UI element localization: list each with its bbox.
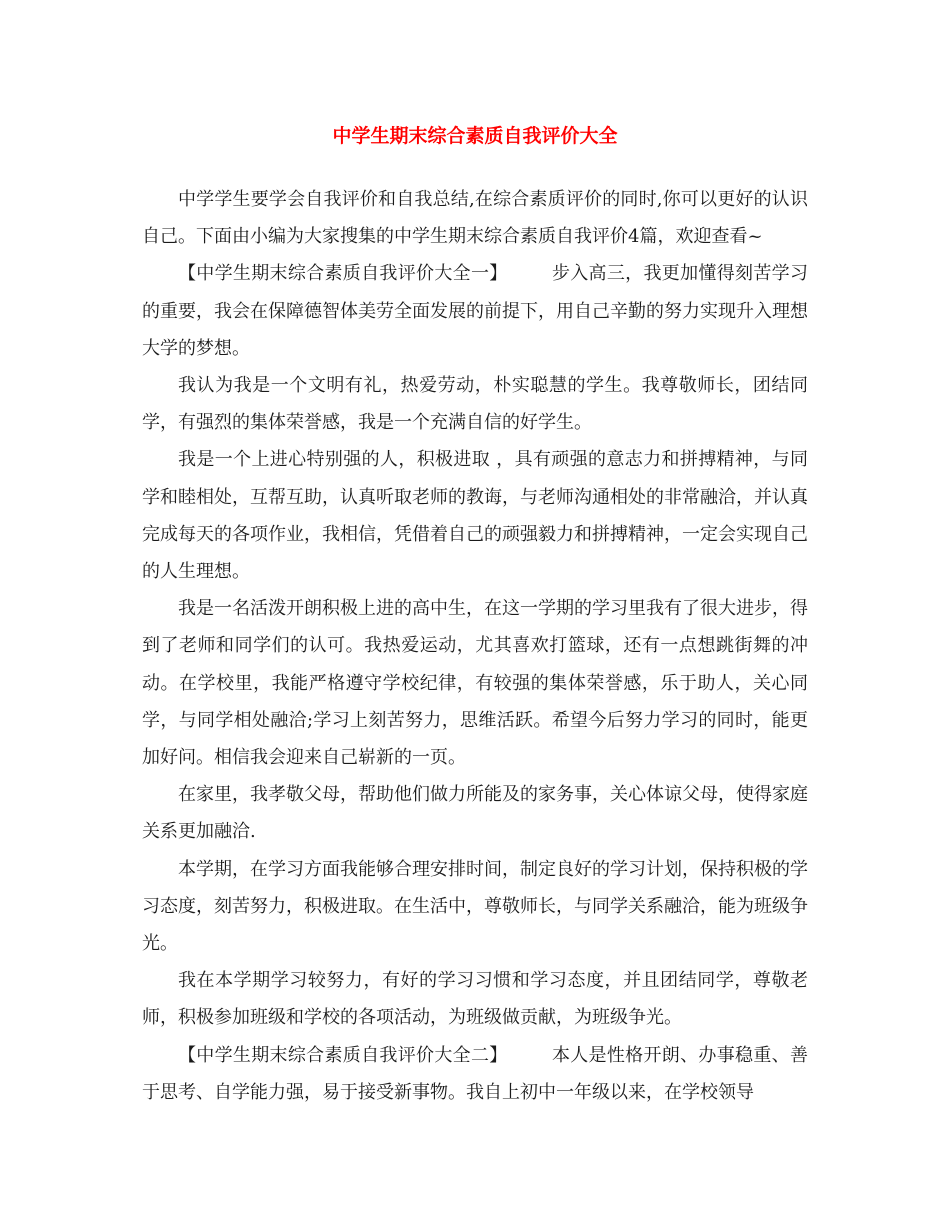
paragraph-text: 本学期，在学习方面我能够合理安排时间，制定良好的学习计划，保持积极的学习态度，刻苦努力，积极进取。在生活中，尊敬师长，与同学关系融洽，能为班级争光。	[142, 858, 808, 955]
document-title: 中学生期末综合素质自我评价大全	[332, 125, 618, 147]
paragraph-text: 我在本学期学习较努力，有好的学习习惯和学习态度，并且团结同学，尊敬老师，积极参加班级和学校的各项活动，为班级做贡献，为班级争光。	[142, 970, 808, 1029]
section-heading: 【中学生期末综合素质自我评价大全一】	[178, 263, 508, 285]
paragraph	[142, 367, 808, 441]
paragraph	[142, 962, 808, 1036]
paragraph-text: 我认为我是一个文明有礼，热爱劳动，朴实聪慧的学生。我尊敬师长，团结同学，有强烈的集体荣誉感，我是一个充满自信的好学生。	[142, 375, 808, 434]
paragraph-text: 本人是性格开朗、办事稳重、善于思考、自学能力强，易于接受新事物。我自上初中一年级以来，在学校领导	[142, 1044, 808, 1103]
paragraph	[142, 441, 808, 590]
paragraph-intro	[142, 181, 808, 255]
paragraph-text: 我是一个上进心特别强的人，积极进取 ，具有顽强的意志力和拼搏精神，与同学和睦相处，互帮互助，认真听取老师的教诲，与老师沟通相处的非常融洽，并认真完成每天的各项作业，我相信，凭借着自己的顽强毅力和拼搏精神，一定会实现自己的人生理想。	[142, 449, 808, 583]
section-heading: 【中学生期末综合素质自我评价大全二】	[178, 1044, 508, 1066]
paragraph-text: 中学学生要学会自我评价和自我总结,在综合素质评价的同时,你可以更好的认识自己。下面由小编为大家搜集的中学生期末综合素质自我评价4篇，欢迎查看~	[142, 189, 808, 248]
paragraph-text: 我是一名活泼开朗积极上进的高中生，在这一学期的学习里我有了很大进步，得到了老师和同学们的认可。我热爱运动，尤其喜欢打篮球，还有一点想跳街舞的冲动。在学校里，我能严格遵守学校纪律，有较强的集体荣誉感，乐于助人，关心同学，与同学相处融洽;学习上刻苦努力，思维活跃。希望今后努力学习的同时，能更加好问。相信我会迎来自己崭新的一页。	[142, 598, 808, 769]
paragraph-section-two	[142, 1037, 808, 1111]
paragraph	[142, 851, 808, 963]
paragraph-section-one	[142, 255, 808, 367]
paragraph	[142, 776, 808, 850]
paragraph-text: 在家里，我孝敬父母，帮助他们做力所能及的家务事，关心体谅父母，使得家庭关系更加融洽.	[142, 784, 808, 843]
paragraph-text: 步入高三，我更加懂得刻苦学习的重要，我会在保障德智体美劳全面发展的前提下，用自己辛勤的努力实现升入理想大学的梦想。	[142, 263, 808, 359]
paragraph	[142, 590, 808, 776]
